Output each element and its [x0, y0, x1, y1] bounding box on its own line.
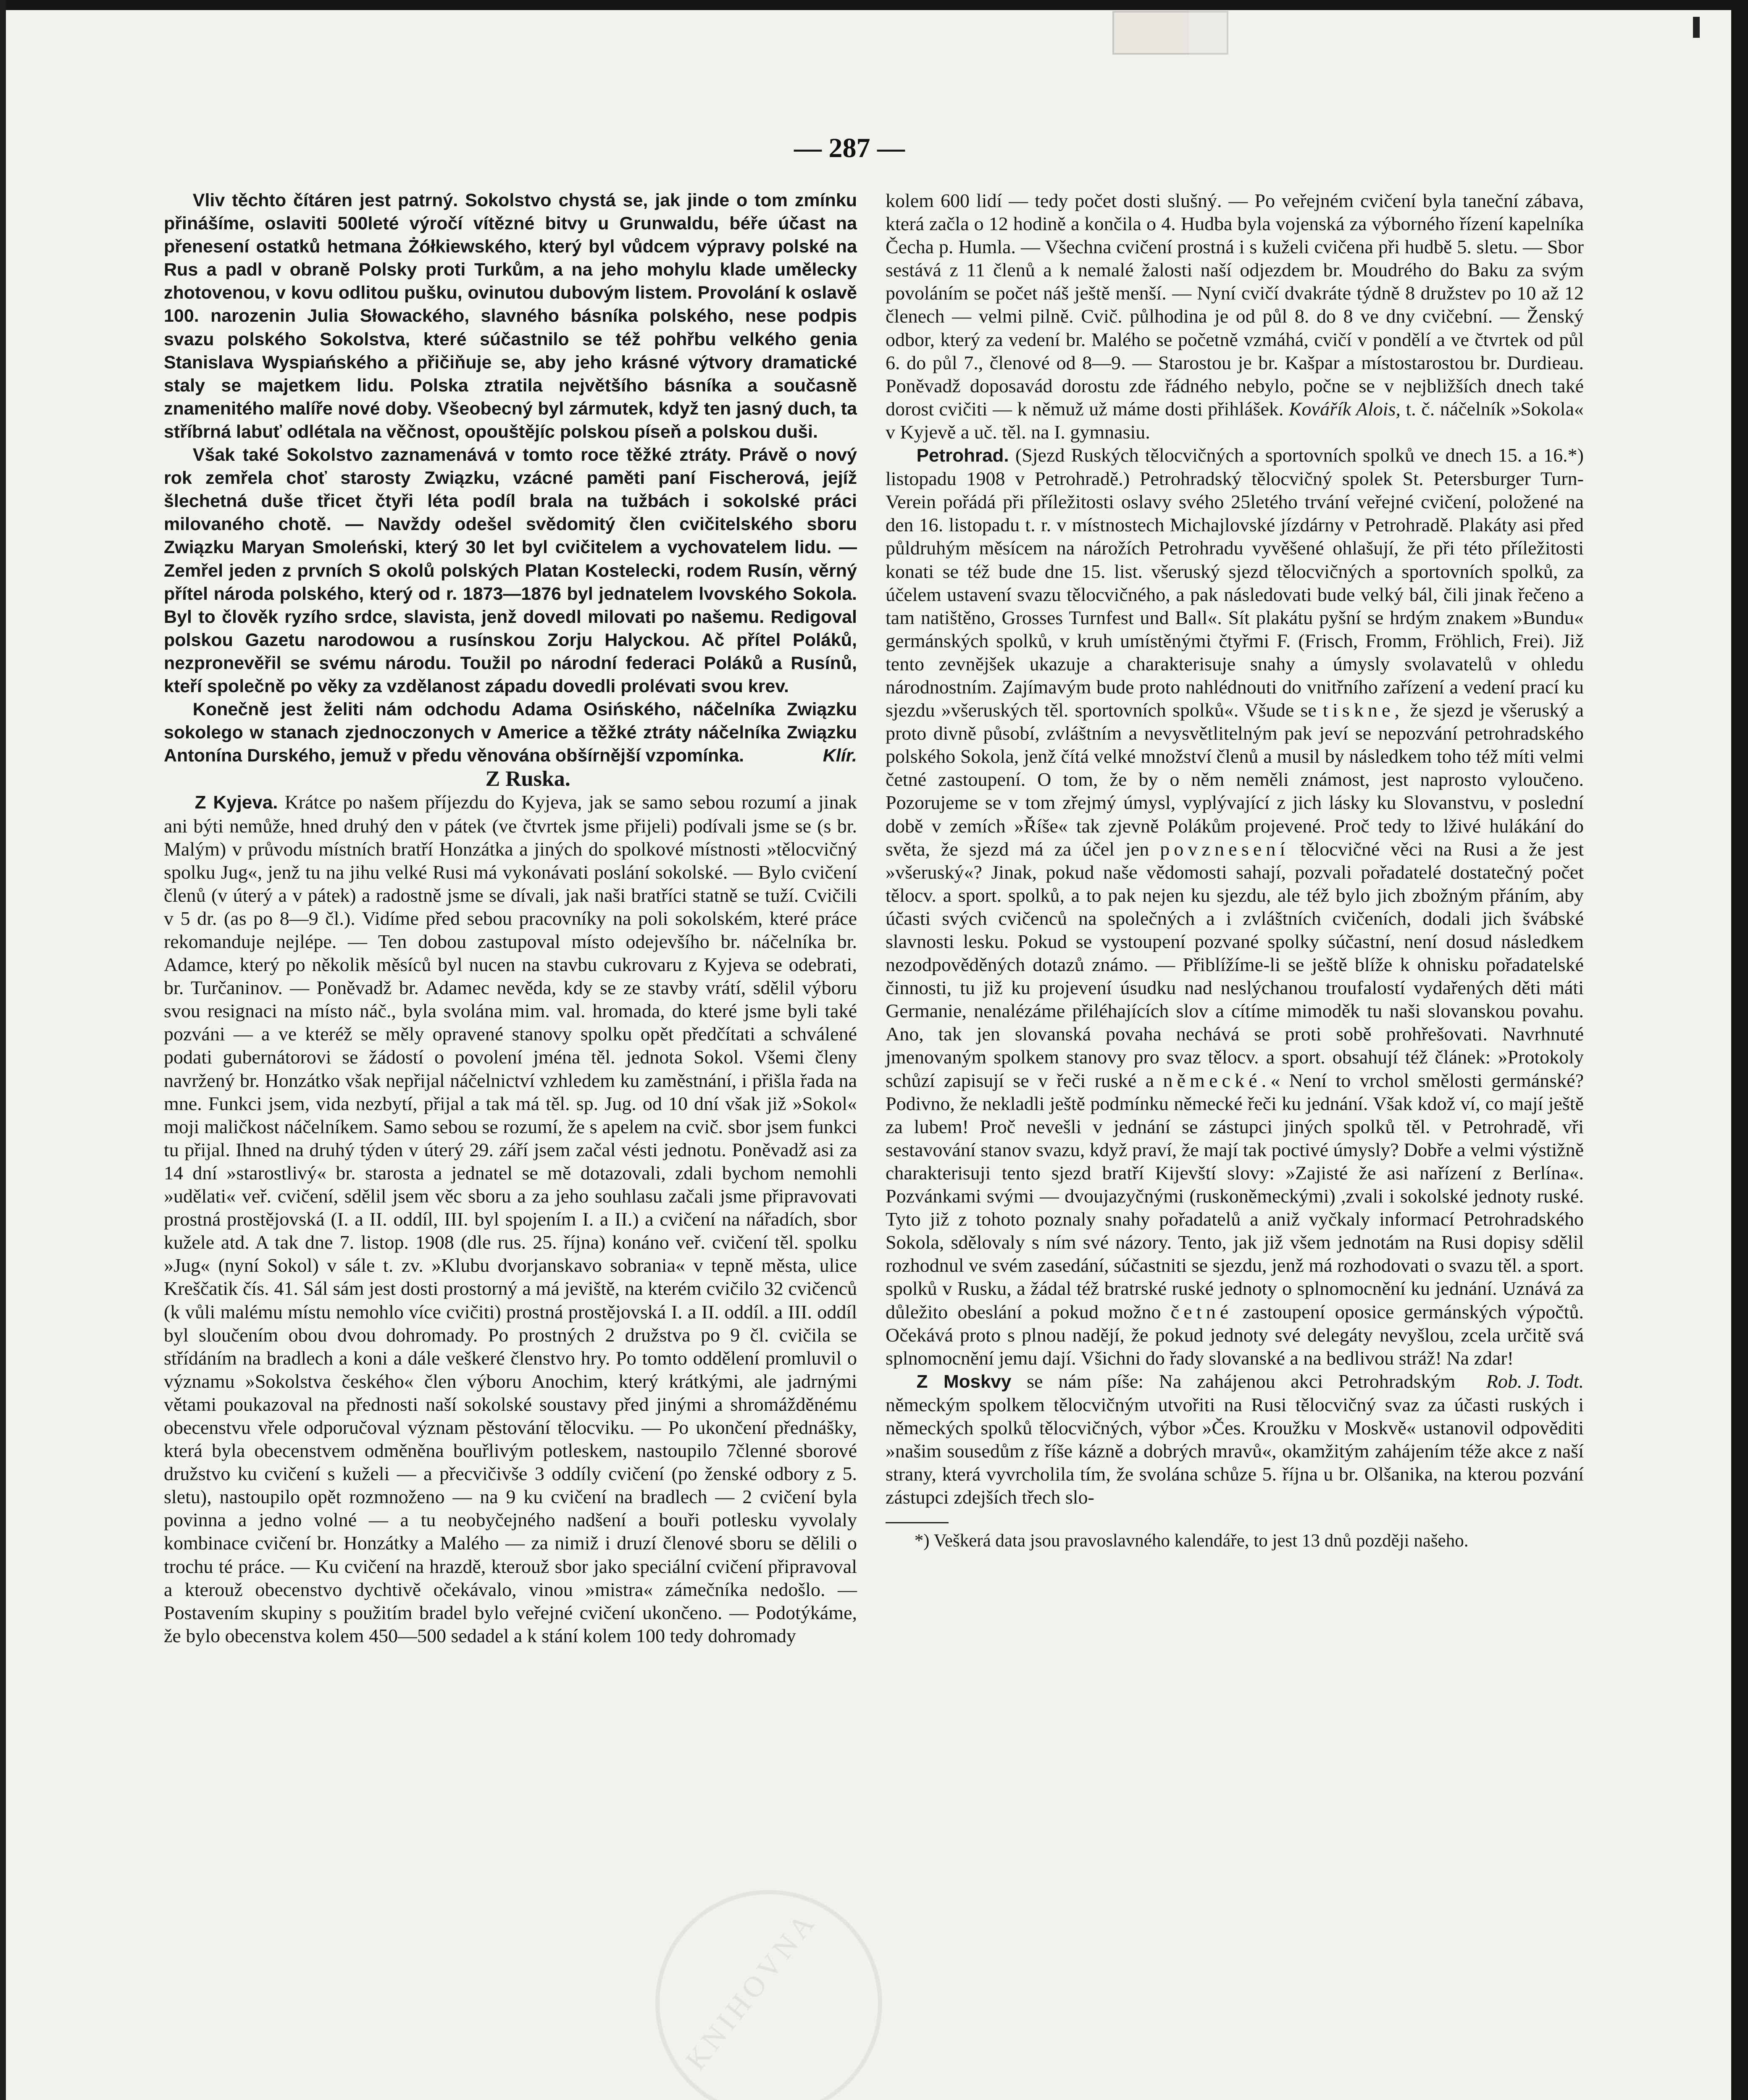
paragraph-kyjev [164, 790, 857, 1647]
paragraph-reading-rooms: Vliv těchto čítáren jest patrný. Sokolstvo chystá se, jak jinde o tom zmínku přinášíme, oslaviti 500leté výročí vítězné bitvy u Grunwaldu, béře účast na přenesení ostatků hetmana Żółkiewského, který byl vůdcem výpravy polské na Rus a padl v obraně Polsky proti Turkům, a na jeho mohylu klade umělecky zhotovenou, v kovu odlitou pušku, ovinutou dubovým listem. Provolání k oslavě 100. narozenin Julia Słowackého, slavného básníka polského, nese podpis svazu polského Sokolstva, které súčastnilo se též pohřbu velkého genia Stanislava Wyspiańského a přičiňuje se, aby jeho krásné výtvory dramatické staly se majetkem lidu. Polska ztratila největšího básníka a současně znamenitého malíře nové doby. Všeobecný byl zármutek, když ten jasný duch, ta stříbrná labuť odlétala na věčnost, opouštějíc polskou píseň a polskou duši. [164, 190, 857, 442]
library-stamp-box-right [1189, 11, 1228, 55]
lead-petrohrad: Petrohrad. [916, 445, 1009, 466]
paragraph-losses: Však také Sokolstvo zaznamenává v tomto roce těžké ztráty. Právě o nový rok zemřela choť starosty Związku, vzácné paměti paní Fischerová, jejíž šlechetná duše třicet čtyři léta podíl brala na tužbách i sokolské práci milovaného chotě. — Navždy odešel svědomitý člen cvičitelského sboru Związku Maryan Smoleński, který 30 let byl cvičitelem a vychovatelem lidu. — Zemřel jeden z prvních S okolů polských Platan Kostelecki, rodem Rusín, věrný přítel národa polského, který od r. 1873—1876 byl jednatelem lvovského Sokola. Byl to člověk ryzího srdce, slavista, jenž dovedl milovati po našemu. Redigoval polskou Gazetu narodowou a rusínskou Zorju Halyckou. Ač přítel Poláků, nezpronevěřil se svému národu. Toužil po národní federaci Poláků a Rusínů, kteří společně po věky za vzdělanost západu dovedli prolévati svou krev. [164, 445, 857, 696]
petrohrad-text-b: že sjezd je všeruský a proto divně působí, zvláštním a nevysvětlitelným pak jeví se nepozvání petrohradského polského Sokola, jenž čítá velké množství členů a musil by následkem toho též míti velmi četné zastoupení. O tom, že by o něm neměli známost, jest naprosto vyloučeno. Pozorujeme se v tom zřejmý úmysl, vyplývající z jich lásky ku Slovanstvu, v poslední době v zemích »Říše« tak zjevně Polákům projevené. Proč tedy to lživé hulákání do světa, že sjezd má za účel jen [886, 699, 1584, 860]
author-signature-kovarik: Kovářík Alois, [1288, 398, 1401, 420]
petrohrad-text-c: tělocvičné věci na Rusi a že jest »všeruský«? Jinak, pokud naše vědomosti sahají, pozvali pořadatelé dostatečný počet tělocv. a sport. spolků, a to pak nejen ku sjezdu, ale též bylo jich zbožným přáním, aby účasti svých cvičenců na společných a i zvláštních cvičeních, dodali jich švábské slavnosti lesku. Pokud se vystoupení pozvané spolky súčastní, není dosud následkem nezodpověděných dotazů známo. — Přiblížíme-li se ještě blíže k ohnisku pořadatelské činnosti, tu již ku projevení úsudku nad neslýchanou troufalostí vydařených děti máti Germanie, nenalézáme přiléhajících slov a cítíme mimoděk tu naši slovanskou povahu. Ano, tak jen slovanská povaha nechává se proti sobě prohřešovati. Navrhnuté jmenovaným spolkem stanovy pro svaz tělocv. a sport. obsahují též článek: »Protokoly schůzí zapisují se v řeči ruské a [886, 838, 1584, 1091]
scan-corner-mark [1693, 17, 1700, 38]
paragraph-kyjev-continued-text: kolem 600 lidí — tedy počet dosti slušný. — Po veřejném cvičení byla taneční zábava, která začla o 12 hodině a končila o 4. Hudba byla vojenská za výborného řízení kapelníka Čecha p. Humla. — Všechna cvičení prostná i s kuželi cvičena při hudbě 5. sletu. — Sbor sestává z 11 členů a k nemalé žalosti naší odjezdem br. Moudrého do Baku za svým povoláním se počet náš ještě menší. — Nyní cvičí dvakráte týdně 8 družstev po 10 až 12 členech — velmi pilně. Cvič. půlhodina je od půl 8. do 8 ve dny cvičební. — Ženský odbor, který za vedení br. Malého se početně vzmáhá, cvičí v pondělí a ve čtvrtek od půl 6. do půl 7., členové od 8—9. — Starostou je br. Kašpar a místostarostou br. Durdieau. Poněvadž doposavád dorostu zde řádného nebylo, počne se v nejbližších dnech také dorost cvičiti — k němuž už máme dosti přihlášek. [886, 190, 1584, 420]
author-signature-klir: Klír. [823, 746, 857, 766]
footnote: *) Veškerá data jsou pravoslavného kalendáře, to jest 13 dnů později našeho. [914, 1531, 1469, 1551]
scan-frame-right [1731, 0, 1748, 2100]
library-stamp-box [1112, 11, 1192, 55]
petrohrad-text-a: (Sjezd Ruských tělocvičných a sportovních spolků ve dnech 15. a 16.*) listopadu 1908 v Petrohradě.) Petrohradský tělocvičný spolek St. Petersburger Turn-Verein pořádá při příležitosti oslavy svého 25letého trvání veřejné cvičení, položené na den 16. listopadu t. r. v místnostech Michajlovské jízdárny v Petrohradě. Plakáty asi před půldruhým měsícem na nárožích Petrohradu vyvěšené ohlašují, že při této příležitosti konati se též bude dne 15. list. všeruský sjezd tělocvičných a sportovních spolků, za účelem ustavení svazu tělocvičného, a pak následovati bude velký bál, čili jinak řečeno a tam natištěno, Grosses Turnfest und Ball«. Sít plakátu pyšní se hrdým znakem »Bundu« germánských spolků, v kruh umístěnými čtyřmi F. (Frisch, Fromm, Fröhlich, Frei). Již tento zevnějšek ukazuje a charakterisuje snahy a úmysly svolavatelů v ohledu národnostním. Zajímavým bude proto nahlédnouti do vnitřního zařízení a vedení prací ku sjezdu »všeruských těl. sportovních spolků«. Všude se [886, 444, 1584, 721]
lead-z-kyjeva: Z Kyjeva. [195, 792, 278, 813]
paragraph-osinski-text: Konečně jest želiti nám odchodu Adama Osińského, náčelníka Związku sokolego w stanach zjednoczonych v Americe a těžké ztráty náčelníka Związku Antonína Durského, jemuž v předu věnována obšírnější vzpomínka. [164, 699, 857, 766]
paragraph-kyjev-continued [886, 189, 1584, 444]
lead-z-moskvy: Z Moskvy [916, 1371, 1012, 1392]
author-signature-todt: Rob. J. Todt. [1486, 1370, 1584, 1392]
paragraph-moskva-text: se nám píše: Na zahájenou akci Petrohradským německým spolkem tělocvičným utvořiti na Rusi tělocvičný svaz za účasti ruských i německých spolků tělocvičných, výbor »Čes. Kroužku v Moskvě« ustanovil odpověditi »našim sousedům z říše kázně a dobrých mravů«, okamžitým zahájením téže akce z naší strany, která vyvrcholila tím, že svolána schůze 5. října u br. Olšanika, na kterou pozvání zástupci zdejších třech slo- [886, 1370, 1584, 1508]
scan-frame-left [0, 0, 6, 2100]
paragraph-osinski [164, 698, 857, 767]
emphasis-tiskne: tiskne, [1323, 699, 1404, 721]
petrohrad-text-e: zastoupení oposice germánských výpočtů. Očekává proto s plnou nadějí, že pokud jednoty své delegáty nevyšlou, zcela určitě svá splnomocnění jemu dají. Všichni do řady slovanské a na bedlivou stráž! Na zdar! [886, 1301, 1584, 1369]
right-column [886, 189, 1584, 1552]
petrohrad-text-d: « Není to vrchol smělosti germánské? Podivno, že nekladli ještě podmínku německé řeči ku jednání. Však kdož ví, co mají ještě za lubem! Proč nevešli v jednání se zástupci jiných spolků těl. v Petrohradě, vři sestavování stanov svazu, když praví, že mají tak poctivé úmysly? Dobře a velmi výstižně charakterisuji tento sjezd bratří Kijevští slovy: »Zajisté že asi nařízení z Berlína«. Pozvánkami svými — dvoujazyčnými (ruskoněmeckými) ,zvali i sokolské jednoty ruské. Tyto již z tohoto poznaly snahy pořadatelů a aniž vyčkaly informací Petrohradského Sokola, sdělovaly s ním své názory. Tento, jak již všem jednotám na Rusi dopisy sdělil rozhodnul ve svém zasedání, súčastniti se sjezdu, jenž má rozhodovati o svazu těl. a sport. spolků v Rusku, a žádal též bratrské ruské jednoty o splnomocnění ku jednání. Uznává za důležito obeslání a pokud možno [886, 1069, 1584, 1323]
scan-frame-top [0, 0, 1748, 10]
footnote-rule [886, 1522, 949, 1523]
emphasis-nemecke: německé. [1163, 1069, 1271, 1091]
emphasis-povzneseni: povznesení [1160, 838, 1290, 860]
library-stamp-watermark-text: KNIHOVNA [679, 1905, 823, 2076]
section-heading-z-ruska: Z Ruska. [485, 767, 570, 791]
emphasis-cetne: četné [1170, 1301, 1233, 1323]
kovarik-title: t. č. náčelník »Sokola« v Kyjevě a uč. těl. na I. gymnasiu. [886, 398, 1584, 443]
left-column [164, 189, 857, 1647]
page-number: — 287 — [794, 133, 905, 163]
paragraph-kyjev-text: Krátce po našem příjezdu do Kyjeva, jak se samo sebou rozumí a jinak ani býti nemůže, hned druhý den v pátek (ve čtvrtek jsme přijeli) podívali jsme se (s br. Malým) v průvodu místních bratří Honzátka a jiných do spolkové místnosti »tělocvičný spolku Jug«, jenž tu na jihu velké Rusi má vykonávati poslání sokolské. — Bylo cvičení členů (v úterý a v pátek) a radostně jsme se dívali, jak naši bratříci statně se tuží. Cvičili v 5 dr. (as po 8—9 čl.). Vidíme před sebou pracovníky na poli sokolském, které práce rekomanduje nejlépe. — Ten dobou zastupoval místo odejevšího br. náčelníka br. Adamce, který po několik měsíců byl nucen na stavbu cukrovaru z Kyjeva se odebrati, br. Turčaninov. — Poněvadž br. Adamec nevěda, kdy se ze stavby vrátí, sdělil výboru svou resignaci na místo náč., byla svolána mim. val. hromada, do které jsme byli také pozváni — a ve kteréž se měly opravené stanovy spolku opět předčítati a schválené podati gubernátorovi se žádostí o povolení jména těl. jednota Sokol. Všemi členy navržený br. Honzátko však nepřijal náčelnictví vzhledem ku zaměstnání, i přišla řada na mne. Funkci jsem, vida nezbytí, přijal a tak má těl. sp. Jug. od 10 dní však již »Sokol« moji maličkost náčelníkem. Samo sebou se rozumí, že s apelem na cvič. sbor jsem funkci tu přijal. Ihned na druhý týden v úterý 29. září jsem začal vésti jednotu. Poněvadž asi za 14 dní »starostlivý« br. starosta a jednatel se mě dotazovali, zdali bychom nemohli »udělati« veř. cvičení, sdělil jsem věc sboru a za jeho souhlasu začali jsme připravovati prostná prostějovská (I. a II. oddíl, III. byl spojením I. a II.) a cvičení na nářadích, sbor kužele atd. A tak dne 7. listop. 1908 (dle rus. 25. října) konáno veř. cvičení těl. spolku »Jug« (nyní Sokol) v sále t. zv. »Klubu dvorjanskavo sobrania« v tepně města, ulice Kreščatik čís. 41. Sál sám jest dosti prostorný a má jeviště, na kterém cvičilo 32 cvičenců (k vůli malému místu nemohlo více cvičiti) prostná prostějovská I. a II. oddíl. a III. oddíl byl sloučením obou dvou dohromady. Po prostných 2 družstva po 9 čl. cvičila se střídáním na bradlech a koni a dále veškeré členstvo hry. Po tomto oddělení promluvil o významu »Sokolstva českého« člen výboru Anochim, který krátkými, ale jadrnými větami poukazoval na přednosti naší sokolské soustavy před jinými a shromážděnému obecenstvu vřele odporučoval význam pěstování tělocviku. — Po ukončení přednášky, která byla obecenstvem odměněna bouřlivým potleskem, nastoupilo 7členné sborové družstvo ku cvičení s kuželi — a přecvičivše 3 oddíly cvičení (po ženské odbory z 5. sletu), nastoupilo opět rozmnoženo — na 9 ku cvičení na bradlech — 2 cvičení byla povinna a jedno volné — a tu neobyčejného nadšení a bouři potlesku vyvolaly kombinace cvičení br. Honzátky a Malého — za nimiž i druzí členové sboru se dělili o trochu té práce. — Ku cvičení na hrazdě, kterouž sbor jako speciální cvičení připravoval a kterouž obecenstvo dychtivě očekávalo, vinou »mistra« zámečníka nedošlo. — Postavením skupiny s použitím bradel bylo veřejné cvičení ukončeno. — Podotýkáme, že bylo obecenstva kolem 450—500 sedadel a k stání kolem 100 tedy dohromady [164, 791, 857, 1646]
